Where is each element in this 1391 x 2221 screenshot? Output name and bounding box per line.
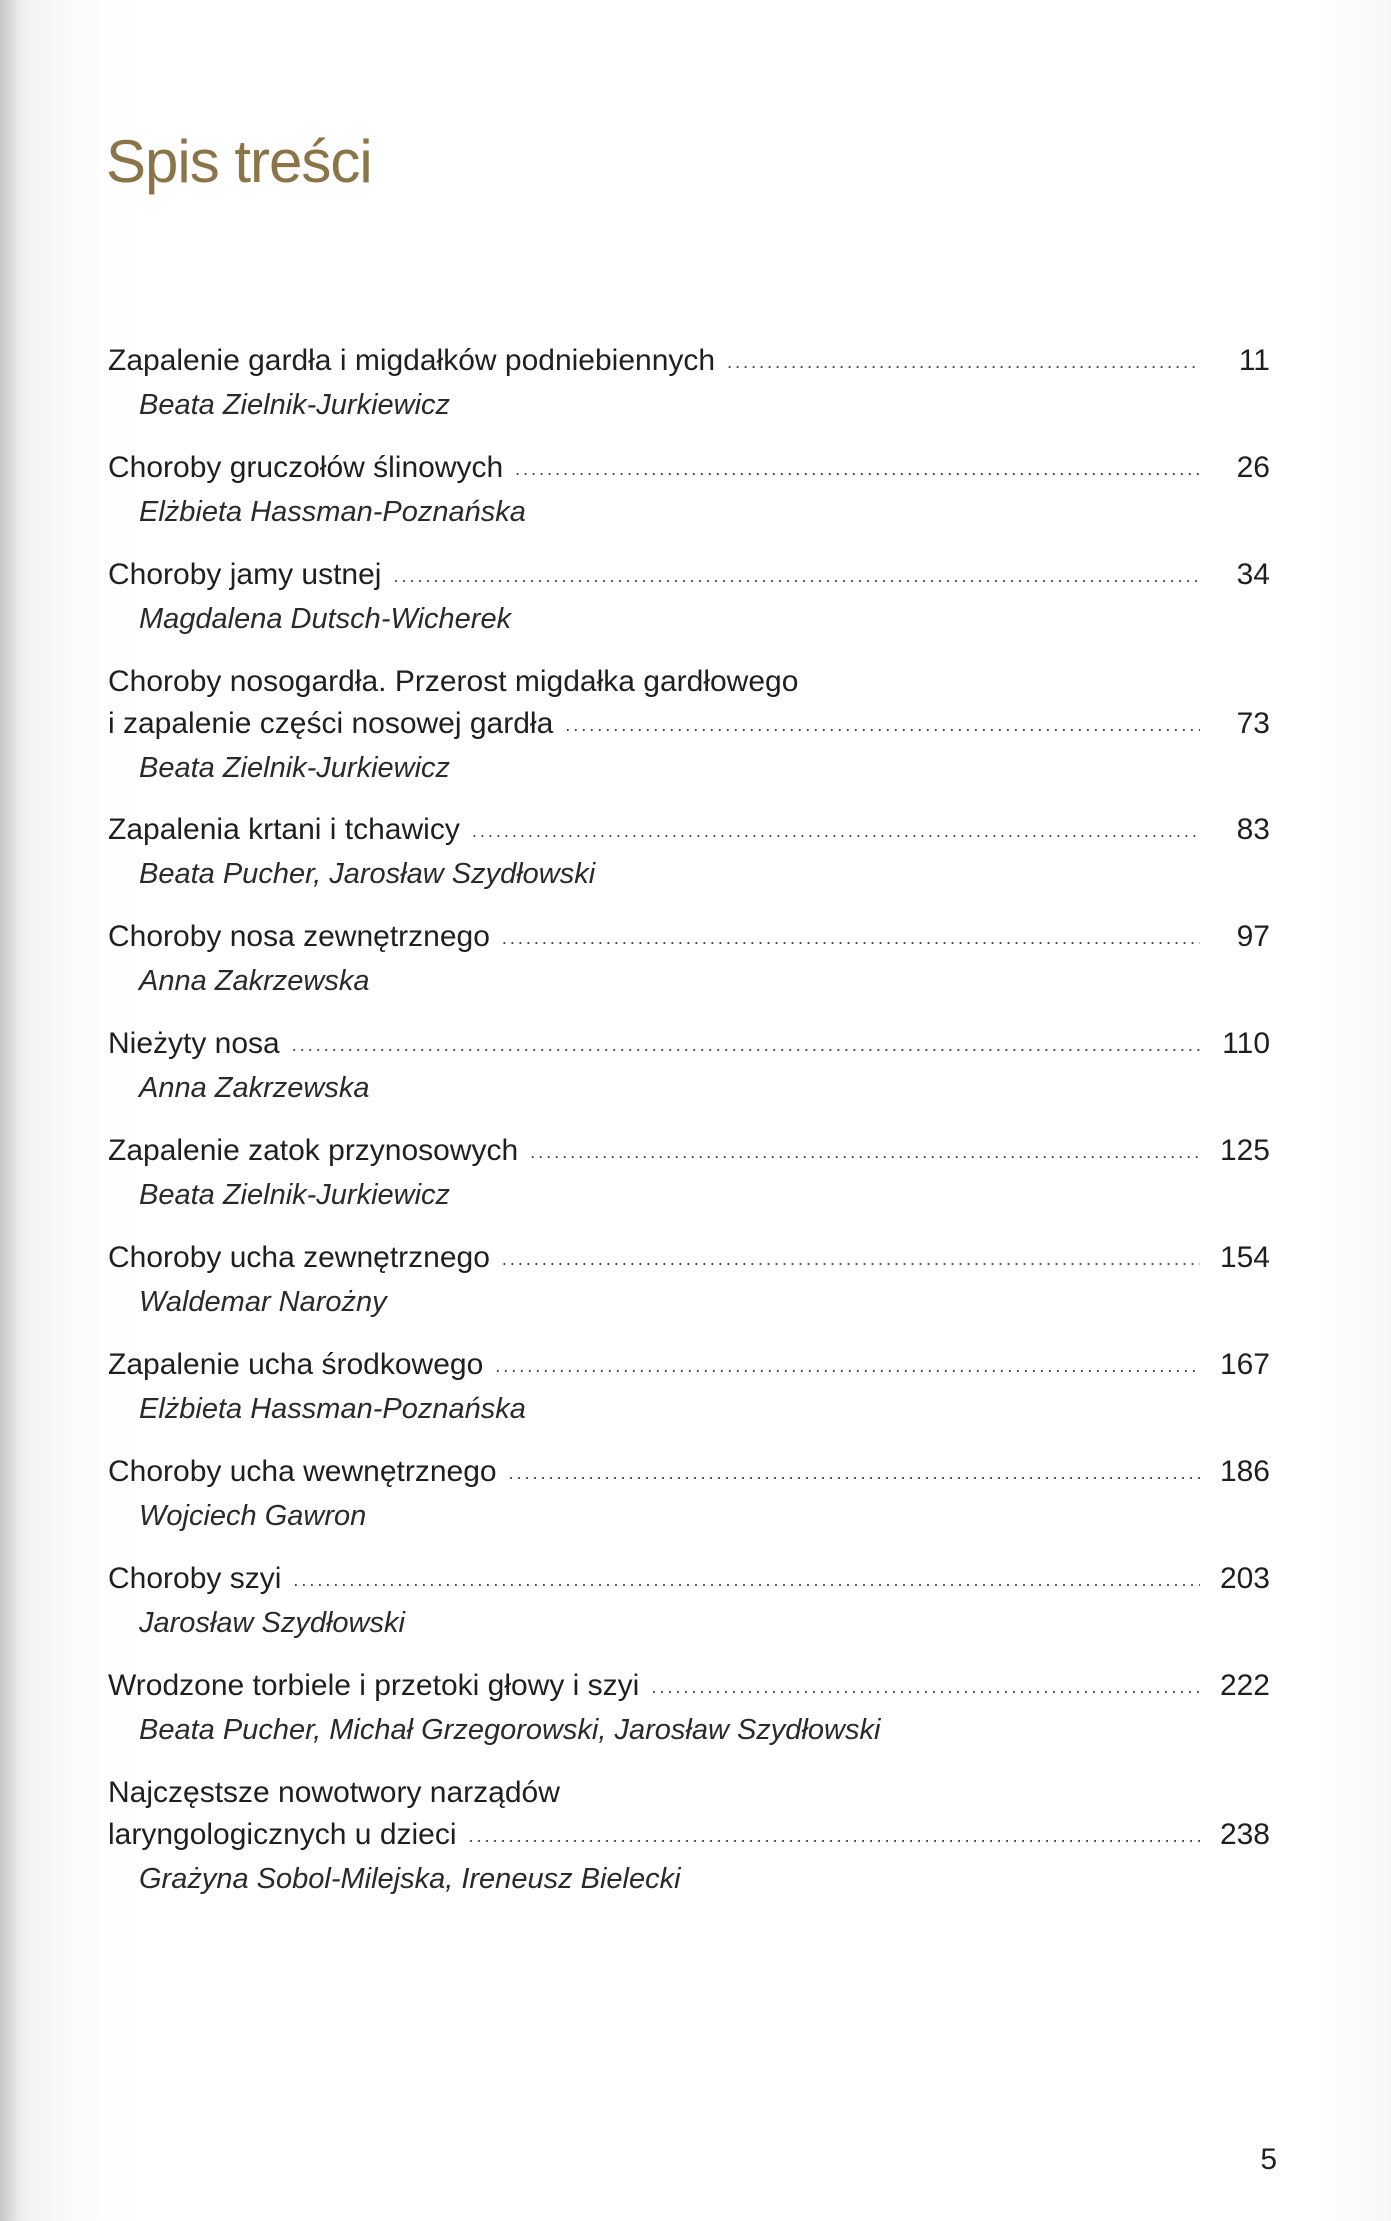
entry-author: Elżbieta Hassman-Poznańska	[139, 1393, 526, 1425]
toc-entry	[108, 1237, 1270, 1344]
toc-entry	[108, 661, 1270, 809]
toc-entry	[108, 1023, 1270, 1130]
entry-author: Anna Zakrzewska	[139, 1072, 370, 1104]
page-title: Spis treści	[106, 128, 372, 195]
dot-leader	[293, 1559, 1200, 1601]
dot-leader	[515, 448, 1200, 490]
dot-leader	[651, 1666, 1200, 1708]
entry-title: Choroby ucha zewnętrznego	[108, 1241, 490, 1274]
dot-leader	[393, 555, 1200, 597]
entry-title: Nieżyty nosa	[108, 1027, 280, 1060]
entry-author: Anna Zakrzewska	[139, 965, 370, 997]
entry-title-line1: Choroby nosogardła. Przerost migdałka gardłowego	[108, 665, 799, 698]
toc-entry	[108, 1130, 1270, 1237]
entry-title: Choroby ucha wewnętrznego	[108, 1455, 497, 1488]
entry-page-number: 238	[1219, 1818, 1270, 1851]
spine-shadow	[0, 0, 20, 2221]
entry-author: Jarosław Szydłowski	[139, 1607, 405, 1639]
entry-page-number: 11	[1238, 344, 1270, 377]
toc-entry	[108, 447, 1270, 554]
dot-leader	[502, 917, 1200, 959]
entry-title-line1: Najczęstsze nowotwory narządów	[108, 1776, 560, 1809]
entry-author: Grażyna Sobol-Milejska, Ireneusz Bielecki	[139, 1863, 681, 1895]
entry-author: Beata Pucher, Jarosław Szydłowski	[139, 858, 596, 890]
entry-author: Beata Zielnik-Jurkiewicz	[139, 1179, 451, 1211]
entry-page-number: 97	[1236, 920, 1270, 953]
toc-entry	[108, 916, 1270, 1023]
dot-leader	[530, 1131, 1200, 1173]
entry-title: Zapalenie gardła i migdałków podniebiennych	[108, 344, 716, 377]
entry-title: Zapalenia krtani i tchawicy	[108, 813, 460, 846]
entry-title: Choroby jamy ustnej	[108, 558, 382, 591]
toc-entry	[108, 1451, 1270, 1558]
entry-title: Choroby nosa zewnętrznego	[108, 920, 490, 953]
entry-title: laryngologicznych u dzieci	[108, 1818, 457, 1851]
entry-page-number: 167	[1219, 1348, 1270, 1381]
entry-title: i zapalenie części nosowej gardła	[108, 707, 554, 740]
dot-leader	[727, 341, 1200, 383]
entry-title: Wrodzone torbiele i przetoki głowy i szyi	[108, 1669, 640, 1702]
entry-page-number: 83	[1236, 813, 1270, 846]
entry-title: Zapalenie zatok przynosowych	[108, 1134, 519, 1167]
toc-entry	[108, 1772, 1270, 1920]
dot-leader	[509, 1452, 1200, 1494]
toc-entry	[108, 1558, 1270, 1665]
entry-author: Beata Pucher, Michał Grzegorowski, Jarosław Szydłowski	[139, 1714, 881, 1746]
toc-entry	[108, 340, 1270, 447]
entry-page-number: 26	[1236, 451, 1270, 484]
entry-page-number: 34	[1236, 558, 1270, 591]
entry-title: Zapalenie ucha środkowego	[108, 1348, 484, 1381]
entry-page-number: 222	[1219, 1669, 1270, 1702]
table-of-contents	[108, 340, 1270, 1920]
entry-page-number: 154	[1219, 1241, 1270, 1274]
entry-title: Choroby szyi	[108, 1562, 282, 1595]
entry-page-number: 73	[1236, 707, 1270, 740]
toc-entry	[108, 554, 1270, 661]
entry-author: Elżbieta Hassman-Poznańska	[139, 496, 526, 528]
entry-author: Beata Zielnik-Jurkiewicz	[139, 752, 451, 784]
toc-entry	[108, 1344, 1270, 1451]
entry-author: Waldemar Narożny	[139, 1286, 387, 1318]
page-number: 5	[1260, 2143, 1277, 2176]
entry-author: Magdalena Dutsch-Wicherek	[139, 603, 512, 635]
dot-leader	[565, 704, 1200, 746]
entry-author: Beata Zielnik-Jurkiewicz	[139, 389, 451, 421]
entry-page-number: 110	[1222, 1027, 1270, 1060]
entry-page-number: 186	[1219, 1455, 1270, 1488]
entry-page-number: 203	[1219, 1562, 1270, 1595]
toc-entry	[108, 809, 1270, 916]
entry-title: Choroby gruczołów ślinowych	[108, 451, 504, 484]
entry-page-number: 125	[1219, 1134, 1270, 1167]
dot-leader	[469, 1815, 1200, 1857]
dot-leader	[495, 1345, 1200, 1387]
dot-leader	[502, 1238, 1200, 1280]
dot-leader	[472, 810, 1200, 852]
toc-entry	[108, 1665, 1270, 1772]
dot-leader	[292, 1024, 1200, 1066]
entry-author: Wojciech Gawron	[139, 1500, 367, 1532]
